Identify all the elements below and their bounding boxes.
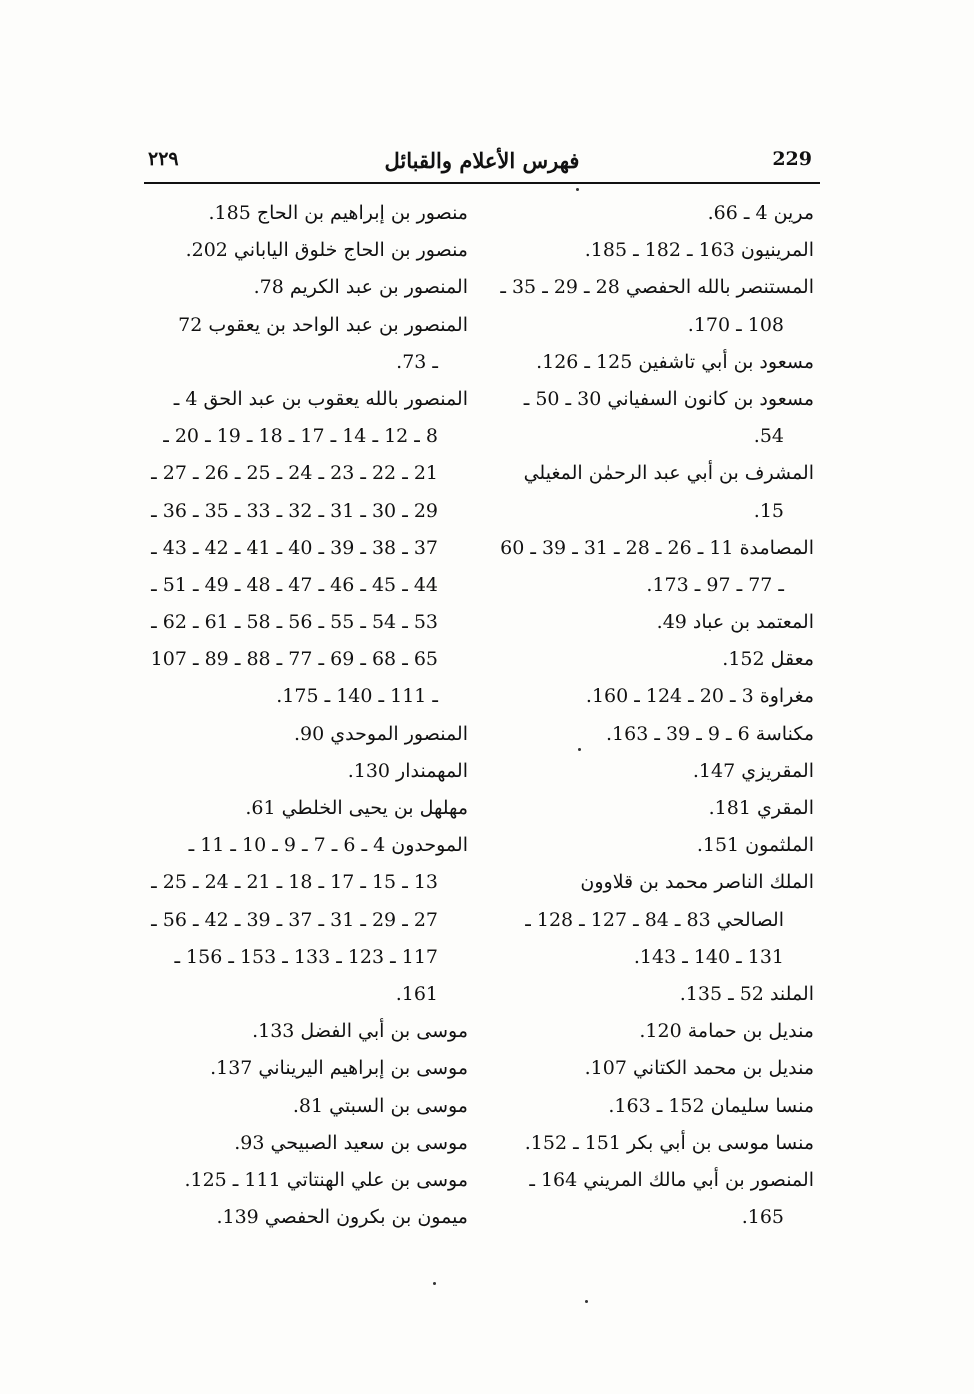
index-entry-continuation: 165. — [741, 1206, 784, 1229]
index-entry-continuation: 108 ـ 170. — [687, 313, 784, 336]
index-entry: موسى بن أبي الفضل 133. — [252, 1020, 468, 1043]
index-entry: مغراوة 3 ـ 20 ـ 124 ـ 160. — [585, 685, 814, 708]
index-entry-continuation: 131 ـ 140 ـ 143. — [633, 945, 784, 968]
index-entry: الملك الناصر محمد بن قلاوون — [580, 871, 814, 894]
index-entry: منديل بن محمد الكتاني 107. — [584, 1057, 814, 1080]
page-header — [144, 148, 820, 184]
speck — [578, 748, 581, 751]
index-entry: المقري 181. — [708, 797, 814, 819]
index-entry-continuation: 44 ـ 45 ـ 46 ـ 47 ـ 48 ـ 49 ـ 51 ـ — [151, 573, 438, 596]
index-entry: منديل بن حمامة 120. — [639, 1020, 814, 1043]
index-entry-continuation: 27 ـ 29 ـ 31 ـ 37 ـ 39 ـ 42 ـ 56 ـ — [151, 908, 438, 931]
index-entry-continuation: 8 ـ 12 ـ 14 ـ 17 ـ 18 ـ 19 ـ 20 ـ — [163, 425, 438, 448]
index-entry: المهمندار 130. — [347, 759, 468, 782]
speck — [576, 188, 579, 191]
index-entry: مسعود بن أبي تاشفين 125 ـ 126. — [536, 350, 814, 373]
index-entry: موسى بن علي الهنتاتي 111 ـ 125. — [184, 1168, 468, 1191]
index-entry-continuation: 65 ـ 68 ـ 69 ـ 77 ـ 88 ـ 89 ـ 107 — [150, 648, 438, 671]
index-entry-continuation: 21 ـ 22 ـ 23 ـ 24 ـ 25 ـ 26 ـ 27 ـ — [151, 462, 438, 485]
index-entry: مهلهل بن يحيى الخلطي 61. — [245, 797, 468, 819]
index-entry: المنصور بن عبد الواحد بن يعقوب 72 — [178, 313, 468, 336]
index-entry: منصور بن إبراهيم بن الحاج 185. — [208, 202, 468, 224]
index-entry: الملند 52 ـ 135. — [679, 982, 814, 1005]
index-entry-continuation: 29 ـ 30 ـ 31 ـ 32 ـ 33 ـ 35 ـ 36 ـ — [151, 499, 438, 522]
page-number-latin: 229 — [772, 148, 812, 170]
index-column-right — [496, 195, 814, 1236]
index-entry: منسا سليمان 152 ـ 163. — [608, 1094, 814, 1117]
index-entry-continuation: ـ 77 ـ 97 ـ 173. — [646, 573, 784, 596]
page-title: فهرس الأعلام والقبائل — [384, 148, 580, 173]
index-entry-continuation: 15. — [753, 499, 784, 522]
index-entry: ميمون بن بكرون الحفصي 139. — [216, 1206, 468, 1229]
index-entry: موسى بن السبتي 81. — [292, 1094, 468, 1117]
index-entry: المشرف بن أبي عبد الرحمٰن المغيلي — [523, 462, 814, 485]
index-entry: منصور بن الحاج خلوق الياباني 202. — [185, 239, 468, 262]
index-entry: المرينيون 163 ـ 182 ـ 185. — [584, 239, 814, 262]
index-entry: مرين 4 ـ 66. — [707, 202, 814, 224]
index-entry-continuation: 117 ـ 123 ـ 133 ـ 153 ـ 156 ـ — [174, 945, 438, 968]
index-entry: المنصور الموحدي 90. — [293, 722, 468, 745]
index-entry: المصامدة 11 ـ 26 ـ 28 ـ 31 ـ 39 ـ 60 — [500, 536, 814, 559]
index-entry: الملثمون 151. — [696, 834, 814, 857]
index-entry: الموحدون 4 ـ 6 ـ 7 ـ 9 ـ 10 ـ 11 ـ — [188, 834, 468, 857]
index-entry-continuation: ـ 111 ـ 140 ـ 175. — [276, 685, 438, 708]
index-entry-continuation: 13 ـ 15 ـ 17 ـ 18 ـ 21 ـ 24 ـ 25 ـ — [151, 871, 438, 894]
index-entry: المنصور بن عبد الكريم 78. — [253, 276, 468, 299]
index-entry-continuation: ـ 73. — [396, 350, 438, 373]
index-entry: المعتمد بن عباد 49. — [656, 611, 814, 634]
speck — [585, 1300, 588, 1303]
index-entry: موسى بن سعيد الصبيحي 93. — [234, 1131, 468, 1154]
index-entry: مسعود بن كانون السفياني 30 ـ 50 ـ — [523, 387, 814, 410]
index-entry-continuation: 37 ـ 38 ـ 39 ـ 40 ـ 41 ـ 42 ـ 43 ـ — [151, 536, 438, 559]
index-entry: مكناسة 6 ـ 9 ـ 39 ـ 163. — [606, 722, 814, 745]
index-entry: المقريزي 147. — [692, 759, 814, 782]
index-entry: المستنصر بالله الحفصي 28 ـ 29 ـ 35 ـ — [500, 276, 814, 299]
index-entry-continuation: 54. — [753, 425, 784, 448]
index-entry: المنصور بالله يعقوب بن عبد الحق 4 ـ — [173, 387, 468, 410]
index-entry-continuation: 161. — [395, 982, 438, 1005]
speck — [433, 1282, 436, 1285]
index-entry: المنصور بن أبي مالك المريني 164 ـ — [529, 1168, 814, 1191]
index-entry-continuation: الصالحي 83 ـ 84 ـ 127 ـ 128 ـ — [525, 908, 784, 931]
index-column-left — [142, 195, 468, 1236]
index-entry: منسا موسى بن أبي بكر 151 ـ 152. — [524, 1131, 814, 1154]
index-entry: موسى بن إبراهيم اليريناني 137. — [210, 1057, 468, 1080]
index-entry-continuation: 53 ـ 54 ـ 55 ـ 56 ـ 58 ـ 61 ـ 62 ـ — [151, 611, 438, 634]
index-entry: معقل 152. — [722, 648, 814, 671]
page-number-arabic: ٢٢٩ — [148, 148, 179, 170]
